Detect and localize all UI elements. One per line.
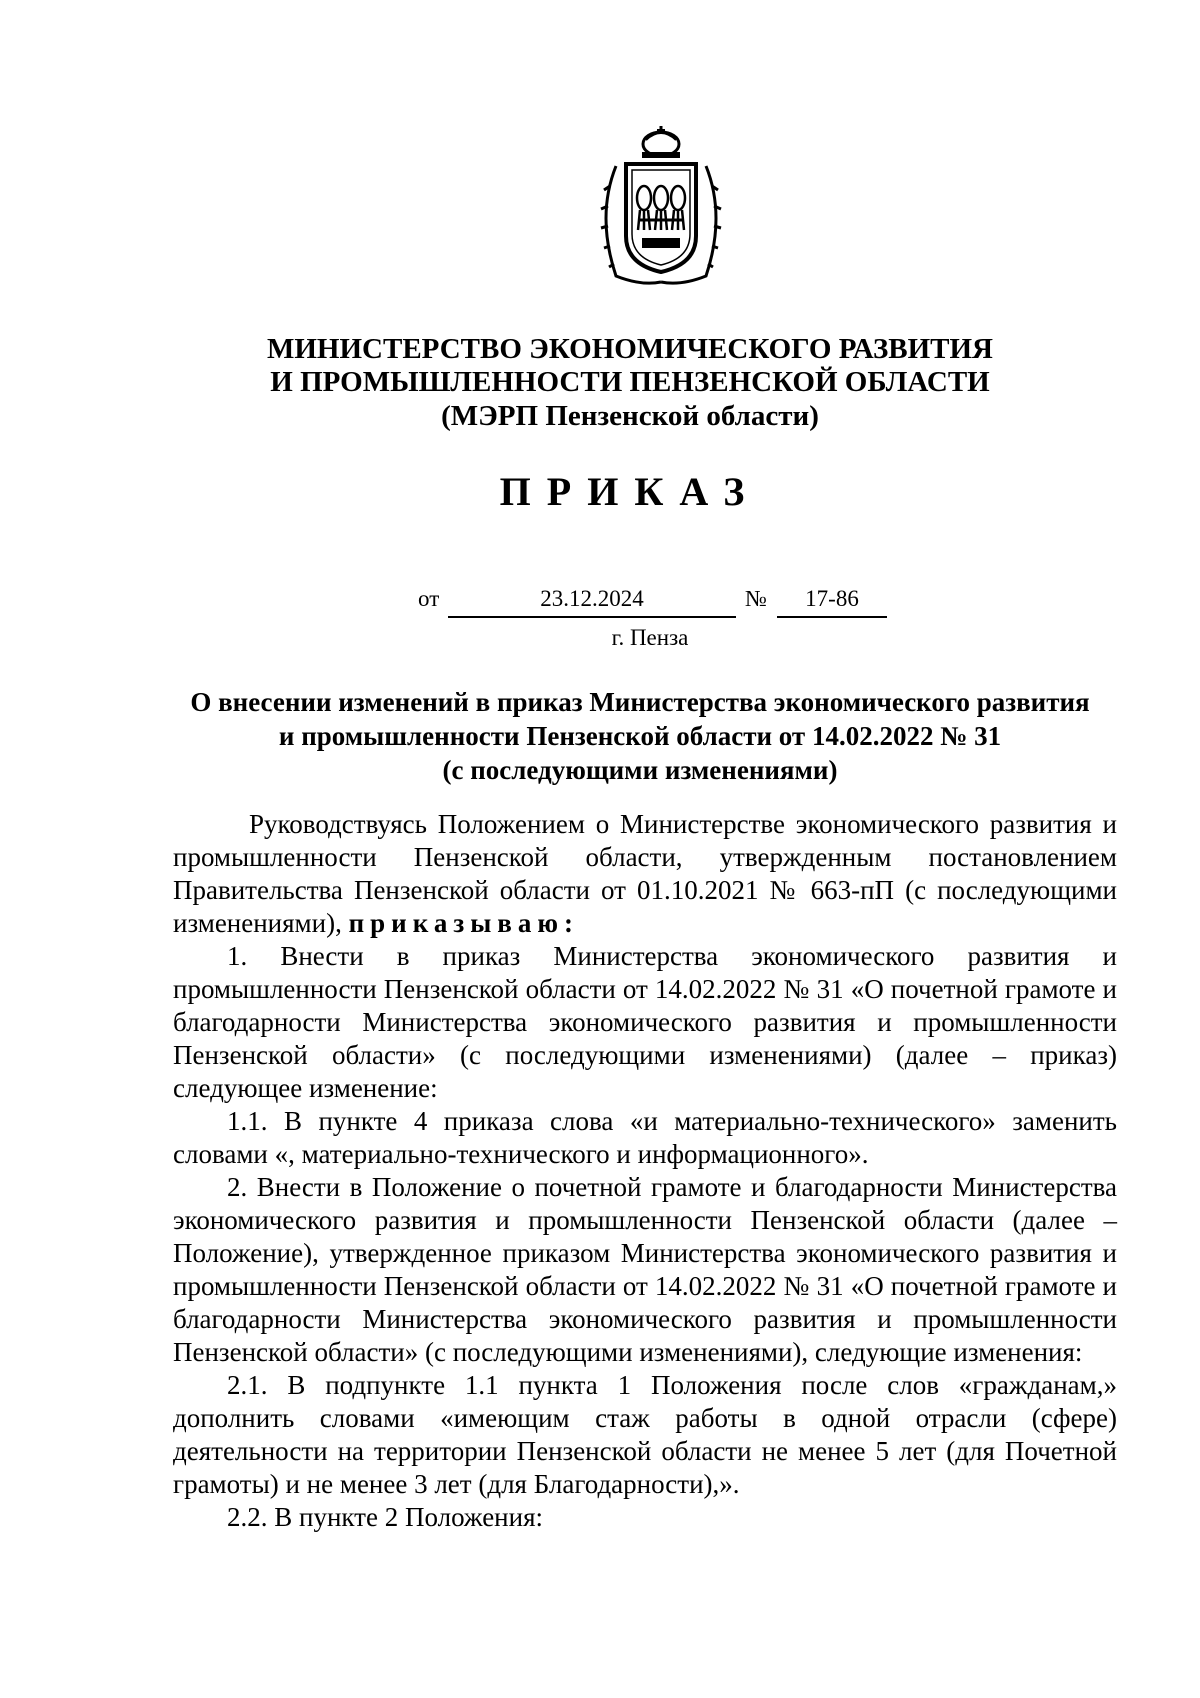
paragraph-item-1-1: 1.1. В пункте 4 приказа слова «и материально-технического» заменить словами «, материально-технического и информационного». <box>173 1106 1117 1169</box>
date-underline <box>448 616 736 618</box>
coat-of-arms-emblem <box>596 126 726 286</box>
document-number: 17-86 <box>805 586 859 611</box>
preamble-text: Руководствуясь Положением о Министерстве экономического развития и промышленности Пензенской области, утвержденным постановлением Правительства Пензенской области от 01.10.2021 № 663-пП (с последующими изменениями), <box>173 809 1117 938</box>
paragraph-item-1: 1. Внести в приказ Министерства экономического развития и промышленности Пензенской области от 14.02.2022 № 31 «О почетной грамоте и благодарности Министерства экономического развития и промышленности Пензенской области» (с последующими изменениями) (далее – приказ) следующее изменение: <box>173 941 1117 1103</box>
number-prefix: № <box>745 586 767 611</box>
ministry-name-line-1: МИНИСТЕРСТВО ЭКОНОМИЧЕСКОГО РАЗВИТИЯ <box>267 333 993 365</box>
paragraph-item-2-1: 2.1. В подпункте 1.1 пункта 1 Положения после слов «гражданам,» дополнить словами «имеющим стаж работы в одной отрасли (сфере) деятельности на территории Пензенской области не менее 5 лет (для Почетной грамоты) и не менее 3 лет (для Благодарности),». <box>173 1370 1117 1499</box>
ministry-name-line-2: И ПРОМЫШЛЕННОСТИ ПЕНЗЕНСКОЙ ОБЛАСТИ <box>270 366 990 398</box>
paragraph-item-2-2: 2.2. В пункте 2 Положения: <box>227 1502 543 1532</box>
ministry-short-name: (МЭРП Пензенской области) <box>441 400 819 432</box>
document-city: г. Пенза <box>611 625 689 650</box>
subject-line-3: (с последующими изменениями) <box>442 755 838 785</box>
date-prefix: от <box>418 586 440 611</box>
document-date: 23.12.2024 <box>540 586 644 611</box>
subject-line-1: О внесении изменений в приказ Министерства экономического развития <box>190 687 1090 717</box>
order-keyword: приказываю: <box>348 908 580 938</box>
document-type-title: ПРИКАЗ <box>499 469 761 514</box>
number-underline <box>777 616 887 618</box>
paragraph-item-2: 2. Внести в Положение о почетной грамоте и благодарности Министерства экономического развития и промышленности Пензенской области (далее – Положение), утвержденное приказом Министерства экономического развития и промышленности Пензенской области от 14.02.2022 № 31 «О почетной грамоте и благодарности Министерства экономического развития и промышленности Пензенской области» (с последующими изменениями), следующие изменения: <box>173 1172 1117 1367</box>
document-body <box>173 808 1117 1534</box>
subject-line-2: и промышленности Пензенской области от 14.02.2022 № 31 <box>278 721 1002 751</box>
paragraph-preamble <box>173 808 1117 940</box>
